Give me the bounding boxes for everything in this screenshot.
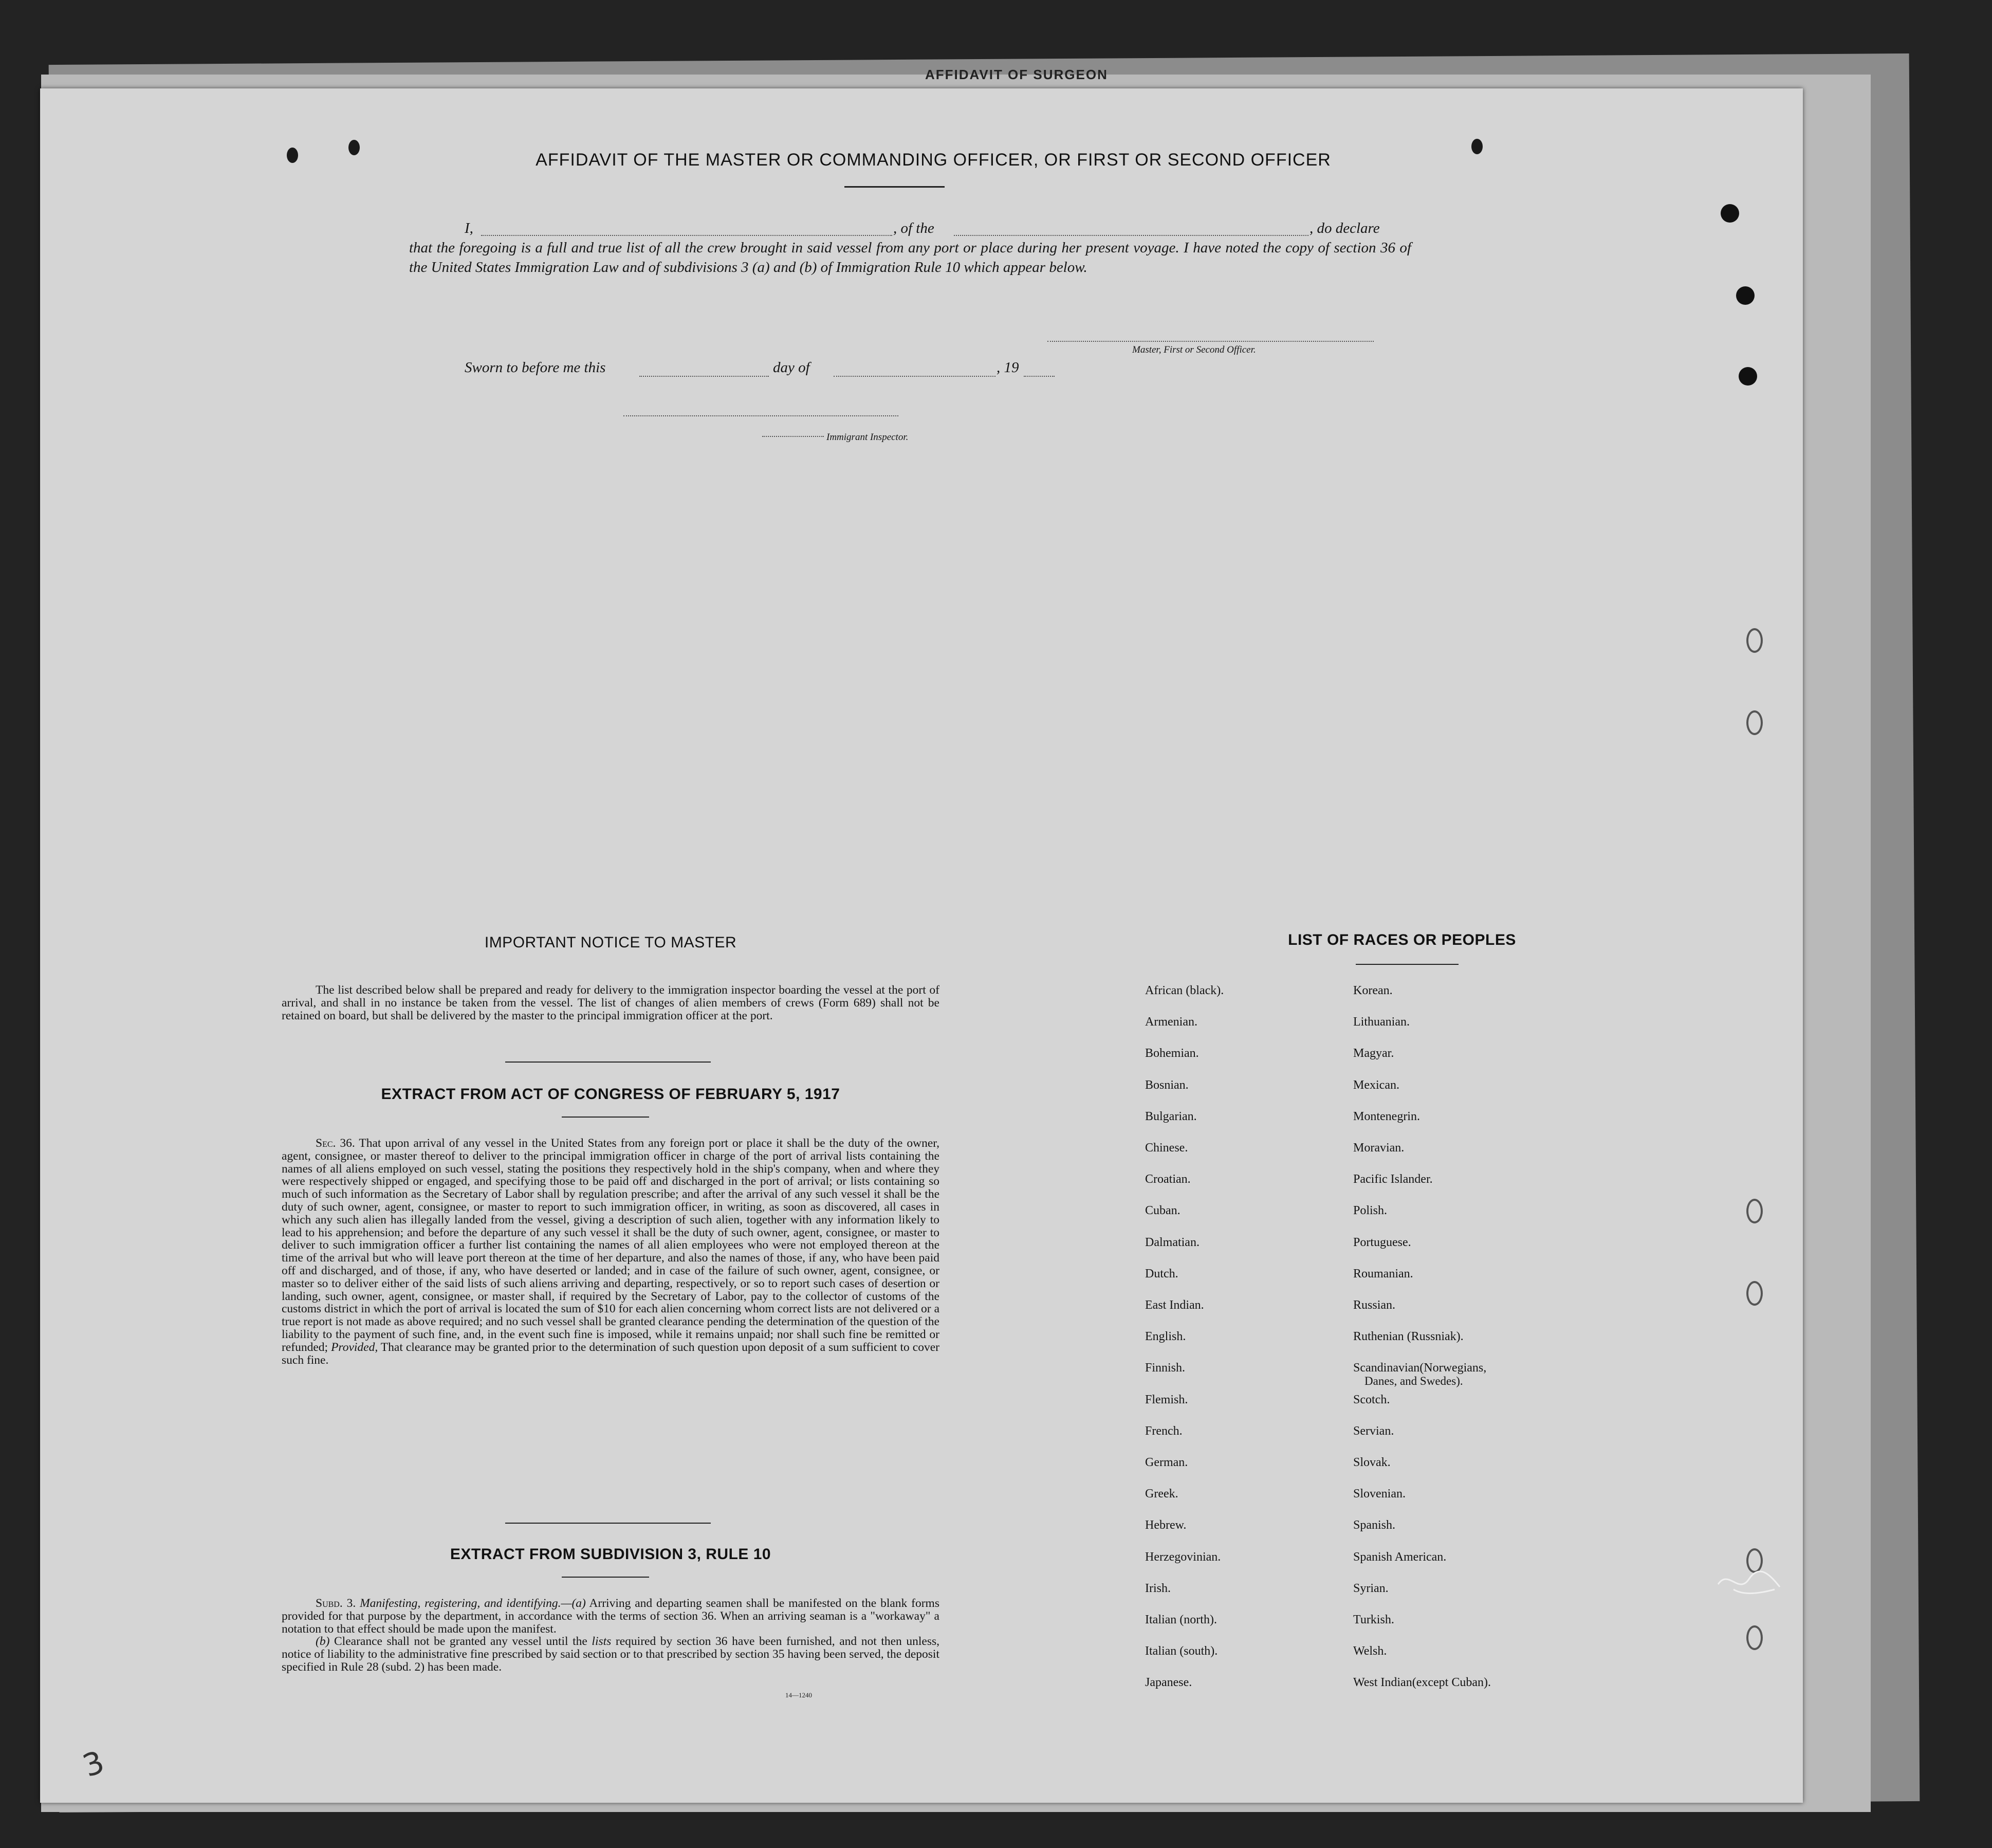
- form-code: 14—1240: [785, 1691, 812, 1699]
- inspector-signature-field[interactable]: [623, 407, 898, 416]
- act-paragraph: [282, 1137, 939, 1366]
- notice-paragraph: The list described below shall be prepared and ready for delivery to the immigration inspector boarding the vessel at the port of arrival, and shall in no instance be taken from the vessel. The list of changes of alien members of crews (Form 689) shall not be retained on board, but shall be delivered by the master to the principal immigration officer at the port.: [282, 983, 939, 1022]
- rule-para-b-lists: lists: [592, 1635, 612, 1649]
- rule-paragraph-b: [282, 1635, 939, 1673]
- race-item: Italian (north).: [1145, 1613, 1217, 1626]
- race-item: Finnish.: [1145, 1361, 1186, 1375]
- race-item: Turkish.: [1353, 1613, 1394, 1626]
- race-item: German.: [1145, 1456, 1188, 1469]
- race-item: Hebrew.: [1145, 1518, 1187, 1532]
- race-item: Armenian.: [1145, 1015, 1197, 1029]
- race-item: Japanese.: [1145, 1676, 1192, 1690]
- race-item: West Indian(except Cuban).: [1353, 1676, 1491, 1690]
- race-item: English.: [1145, 1330, 1186, 1344]
- act-text-proviso: That clearance may be granted prior to the determination of such question upon deposit of a sum sufficient to cover such fine.: [282, 1340, 939, 1367]
- document-page: [40, 88, 1803, 1803]
- binder-ring-hole: [1746, 1199, 1763, 1223]
- race-item: Roumanian.: [1353, 1267, 1413, 1280]
- handwritten-scribble: [1713, 1564, 1785, 1600]
- declarant-name-field[interactable]: [481, 225, 892, 236]
- rule-para-b-text-2: required by section 36 have been furnished, and not then unless, notice of liability to the administrative fine prescribed by said section or to that prescribed by section 35 having been served, the deposit specified in Rule 28 (subd. 2) has been made.: [282, 1635, 940, 1674]
- declare-suffix: , do declare: [1309, 220, 1380, 236]
- sworn-month-field[interactable]: [834, 365, 995, 377]
- race-item: Spanish American.: [1353, 1550, 1447, 1564]
- margin-handwritten-note: 3: [78, 1744, 109, 1785]
- rule-extract-heading: EXTRACT FROM SUBDIVISION 3, RULE 10: [450, 1546, 771, 1563]
- race-item: Lithuanian.: [1353, 1015, 1410, 1029]
- act-proviso-label: Provided,: [331, 1340, 378, 1354]
- act-heading-rule: [562, 1117, 649, 1118]
- race-item: African (black).: [1145, 984, 1224, 997]
- notice-rule: [505, 1062, 711, 1063]
- rule-extract-text: [282, 1597, 939, 1674]
- race-item: Slovak.: [1353, 1456, 1391, 1469]
- rule-para-b-text-1: Clearance shall not be granted any vessel until the: [334, 1635, 587, 1649]
- sworn-line: [465, 359, 1184, 380]
- inspector-caption-leader: [762, 428, 824, 437]
- race-item: Flemish.: [1145, 1393, 1188, 1406]
- race-item: Syrian.: [1353, 1581, 1389, 1595]
- race-item: Spanish.: [1353, 1518, 1396, 1532]
- race-item: Portuguese.: [1353, 1235, 1411, 1249]
- race-item: Scandinavian(Norwegians,: [1353, 1361, 1487, 1375]
- race-item: Moravian.: [1353, 1141, 1405, 1155]
- race-item: Welsh.: [1353, 1644, 1387, 1658]
- race-item: Herzegovinian.: [1145, 1550, 1221, 1564]
- sworn-day-of: day of: [773, 359, 810, 376]
- race-item: Bosnian.: [1145, 1078, 1189, 1092]
- race-item: Ruthenian (Russniak).: [1353, 1330, 1464, 1344]
- race-item: Pacific Islander.: [1353, 1173, 1433, 1186]
- declaration-first-line: [409, 218, 1411, 238]
- vessel-name-field[interactable]: [954, 225, 1308, 236]
- rule-para-a-text: Arriving and departing seamen shall be manifested on the blank forms provided for that purpose by the department, in accordance with the terms of section 36. When an arriving seaman is a "workaway" a notation to that effect should be made upon the manifest.: [282, 1597, 939, 1636]
- race-item: Magyar.: [1353, 1047, 1394, 1060]
- race-item: East Indian.: [1145, 1298, 1204, 1312]
- rule-heading-rule: [562, 1577, 649, 1578]
- race-item: Danes, and Swedes).: [1364, 1375, 1463, 1388]
- under-sheet-label: AFFIDAVIT OF SURGEON: [925, 67, 1108, 82]
- rule-subd-heading: Manifesting, registering, and identifying.—(a): [360, 1597, 586, 1610]
- rule-subd-label: Subd. 3.: [316, 1597, 356, 1610]
- race-item: Greek.: [1145, 1487, 1178, 1501]
- race-item: Italian (south).: [1145, 1644, 1218, 1658]
- binder-ring-hole: [1746, 710, 1763, 735]
- race-item: French.: [1145, 1424, 1183, 1438]
- binder-hole: [1736, 286, 1755, 305]
- affidavit-title: AFFIDAVIT OF THE MASTER OR COMMANDING OFFICER, OR FIRST OR SECOND OFFICER: [536, 150, 1331, 170]
- race-item: Bohemian.: [1145, 1047, 1199, 1060]
- race-item: Croatian.: [1145, 1173, 1191, 1186]
- act-extract-text: [282, 1137, 939, 1366]
- binder-ring-hole: [1746, 628, 1763, 653]
- race-item: Russian.: [1353, 1298, 1396, 1312]
- sworn-year-field[interactable]: [1024, 365, 1055, 377]
- title-rule: [844, 186, 945, 188]
- races-heading: LIST OF RACES OR PEOPLES: [1288, 931, 1516, 948]
- master-signature-caption: Master, First or Second Officer.: [1132, 344, 1256, 355]
- binder-ring-hole: [1746, 1281, 1763, 1306]
- race-item: Bulgarian.: [1145, 1109, 1197, 1123]
- sworn-date-field[interactable]: [639, 365, 769, 377]
- act-end-rule: [505, 1523, 711, 1524]
- sworn-year-prefix: , 19: [997, 359, 1019, 376]
- act-section-label: Sec. 36.: [316, 1137, 355, 1150]
- race-item: Scotch.: [1353, 1393, 1390, 1406]
- sworn-prefix: Sworn to before me this: [465, 359, 606, 376]
- race-item: Dalmatian.: [1145, 1235, 1200, 1249]
- act-extract-heading: EXTRACT FROM ACT OF CONGRESS OF FEBRUARY 5, 1917: [381, 1086, 840, 1103]
- races-heading-rule: [1356, 964, 1459, 965]
- rule-paragraph-a: [282, 1597, 939, 1635]
- race-item: Mexican.: [1353, 1078, 1399, 1092]
- race-item: Dutch.: [1145, 1267, 1178, 1280]
- race-item: Irish.: [1145, 1581, 1171, 1595]
- notice-text: [282, 984, 939, 1022]
- race-item: Chinese.: [1145, 1141, 1188, 1155]
- inspector-caption: Immigrant Inspector.: [826, 432, 909, 443]
- declaration-body: that the foregoing is a full and true list of all the crew brought in said vessel from any port or place during her present voyage. I have noted the copy of section 36 of the United States Immigration Law and of subdivisions 3 (a) and (b) of Immigration Rule 10 which appear below.: [409, 240, 1411, 276]
- race-item: Korean.: [1353, 984, 1393, 997]
- race-item: Cuban.: [1145, 1204, 1181, 1218]
- binder-hole: [1739, 367, 1757, 386]
- vessel-prefix: , of the: [893, 220, 934, 236]
- binder-hole: [1721, 204, 1739, 223]
- race-item: Montenegrin.: [1353, 1109, 1420, 1123]
- binder-ring-hole: [1746, 1625, 1763, 1650]
- rule-para-b-label: (b): [316, 1635, 330, 1649]
- race-item: Slovenian.: [1353, 1487, 1406, 1501]
- race-item: Servian.: [1353, 1424, 1394, 1438]
- notice-heading: IMPORTANT NOTICE TO MASTER: [484, 934, 737, 951]
- declaration-block: [409, 218, 1411, 277]
- master-signature-field[interactable]: [1047, 333, 1374, 342]
- act-text-main: That upon arrival of any vessel in the United States from any foreign port or place it shall be the duty of the owner, agent, consignee, or master thereof to deliver to the principal immigration officer in charge of the port of arrival lists containing the names of all aliens employed on such vessel, stating the positions they respectively hold in the ship's company, when and where they were respectively shipped or engaged, and specifying those to be paid off and discharged in the port of arrival; or lists containing so much of such information as the Secretary of Labor shall by regulation prescribe; and after the arrival of any such vessel it shall be the duty of such owner, agent, consignee, or master to report to such immigration officer, in writing, as soon as discovered, all cases in which any such alien has illegally landed from the vessel, giving a description of such alien, together with any information likely to lead to his apprehension; and before the departure of any such vessel it shall be the duty of such owner, agent, consignee, or master to deliver to such immigration officer a further list containing the names of all alien employees who were not employed thereon at the time of the arrival but who will leave port thereon at the time of her departure, and also the names of those, if any, who have been paid off and discharged, and of those, if any, who have deserted or landed; and in case of the failure of such owner, agent, consignee, or master so to deliver either of the said lists of such aliens arriving and departing, respectively, or so to report such cases of desertion or landing, such owner, agent, consignee, or master shall, if required by the Secretary of Labor, pay to the collector of customs of the customs district in which the port of arrival is located the sum of $10 for each alien concerning whom correct lists are not delivered or a true report is not made as above required; and no such vessel shall be granted clearance pending the determination of the question of the liability to the payment of such fine, and, in the event such fine is imposed, while it remains unpaid; nor shall such fine be remitted or refunded;: [282, 1137, 940, 1354]
- race-item: Polish.: [1353, 1204, 1388, 1218]
- declarant-prefix: I,: [465, 220, 473, 236]
